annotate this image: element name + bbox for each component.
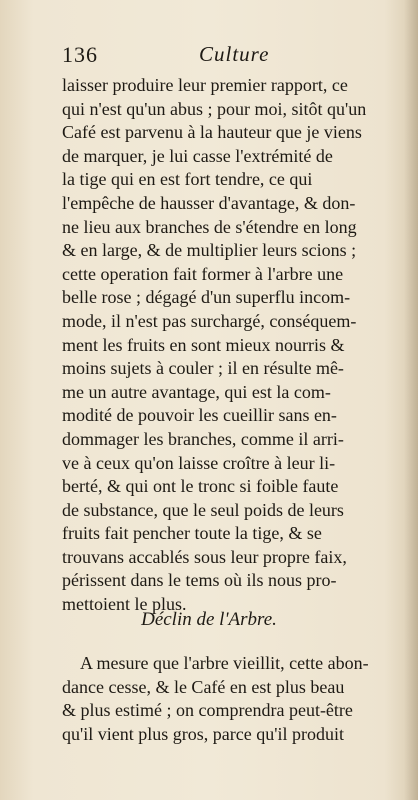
- text-line: modité de pouvoir les cueillir sans en-: [62, 405, 337, 426]
- text-line: dance cesse, & le Café en est plus beau: [62, 676, 345, 697]
- text-line: de marquer, je lui casse l'extrémité de: [62, 145, 333, 166]
- paragraph-1: [62, 74, 402, 617]
- page-header: [62, 42, 402, 70]
- text-line: cette operation fait former à l'arbre une: [62, 263, 344, 284]
- page-number: 136: [62, 42, 98, 67]
- text-line: mettoient le plus.: [62, 594, 187, 615]
- text-line: berté, & qui ont le tronc si foible faute: [62, 476, 339, 497]
- text-line: belle rose ; dégagé d'un superflu incom-: [62, 287, 351, 308]
- text-line: ment les fruits en sont mieux nourris &: [62, 334, 345, 355]
- text-line: périssent dans le tems où ils nous pro-: [62, 570, 337, 591]
- text-line: & plus estimé ; on comprendra peut-être: [62, 700, 353, 721]
- text-line: Café est parvenu à la hauteur que je viens: [62, 122, 362, 143]
- text-line: A mesure que l'arbre vieillit, cette abon-: [80, 653, 369, 673]
- text-line: qu'il vient plus gros, parce qu'il produit: [62, 723, 344, 744]
- text-line: la tige qui en est fort tendre, ce qui: [62, 169, 313, 190]
- text-line: fruits fait pencher toute la tige, & se: [62, 523, 322, 544]
- text-line: de substance, que le seul poids de leurs: [62, 499, 344, 520]
- section-heading: Déclin de l'Arbre.: [141, 609, 277, 630]
- text-line: dommager les branches, comme il arri-: [62, 428, 344, 449]
- paragraph-2: [62, 652, 402, 746]
- text-line: mode, il n'est pas surchargé, conséquem-: [62, 310, 357, 331]
- text-line: moins sujets à couler ; il en résulte mê-: [62, 358, 344, 379]
- text-line: qui n'est qu'un abus ; pour moi, sitôt qu'un: [62, 98, 367, 119]
- text-line: trouvans accablés sous leur propre faix,: [62, 546, 347, 567]
- text-line: & en large, & de multiplier leurs scions ;: [62, 240, 357, 261]
- text-line: ne lieu aux branches de s'étendre en long: [62, 216, 357, 237]
- page-edge-shadow: [404, 0, 418, 800]
- running-head: Culture: [199, 42, 270, 66]
- text-line: me un autre avantage, qui est la com-: [62, 381, 331, 402]
- text-line: laisser produire leur premier rapport, ce: [62, 75, 348, 95]
- text-line: l'empêche de hausser d'avantage, & don-: [62, 192, 356, 213]
- text-line: ve à ceux qu'on laisse croître à leur li-: [62, 452, 336, 473]
